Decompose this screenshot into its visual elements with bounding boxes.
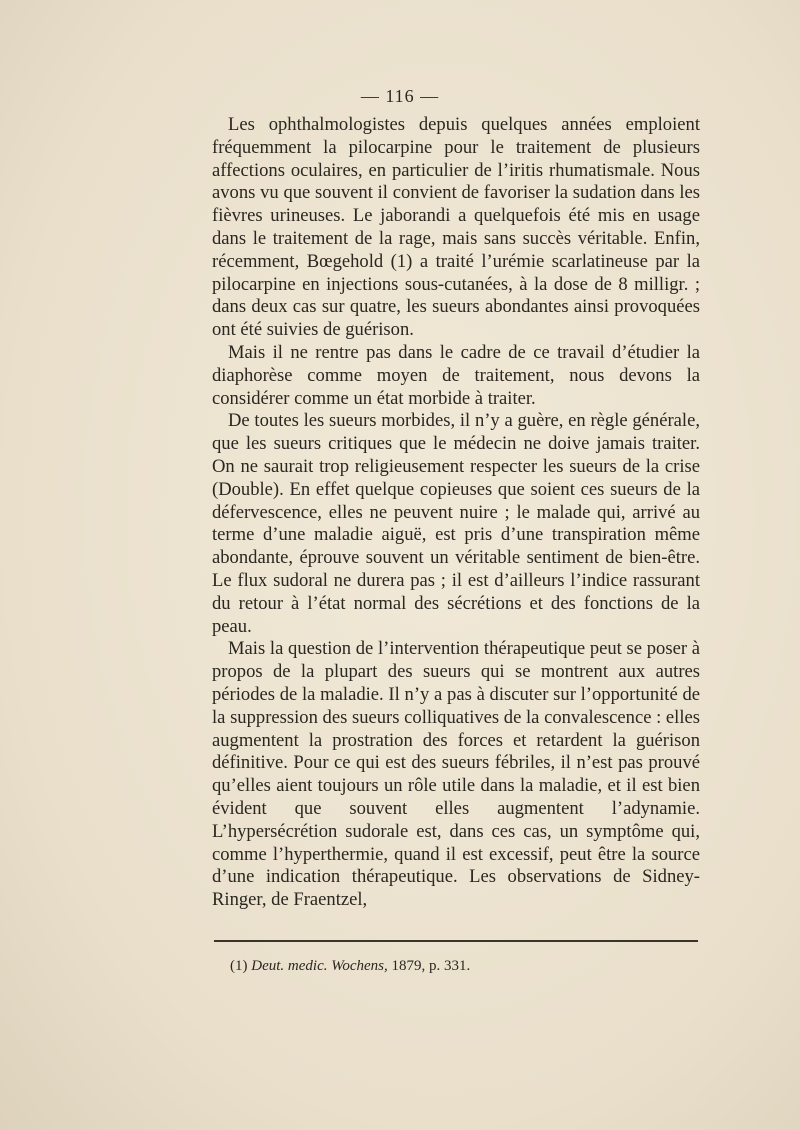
- body-text: [212, 114, 700, 912]
- footnote-marker: (1): [230, 958, 248, 974]
- footnote: [230, 958, 470, 975]
- paragraph-3: De toutes les sueurs morbides, il n’y a guère, en règle générale, que les sueurs critiques que le médecin ne doive jamais traiter. On ne saurait trop religieusement respecter les sueurs de la crise (Double). En effet quelque copieuses que soient ces sueurs de la défervescence, elles ne peuvent nuire ; le malade qui, arrivé au terme d’une maladie aiguë, est pris d’une transpiration même abondante, éprouve souvent un véritable sentiment de bien-être. Le flux sudoral ne durera pas ; il est d’ailleurs l’indice rassurant du retour à l’état normal des sécrétions et des fonctions de la peau.: [212, 410, 700, 637]
- footnote-details: 1879, p. 331.: [391, 958, 471, 974]
- page-number: — 116 —: [360, 86, 440, 106]
- paragraph-1: Les ophthalmologistes depuis quelques années emploient fréquemment la pilocarpine pour le traitement de plusieurs affections oculaires, en particulier de l’iritis rhumatismale. Nous avons vu que souvent il convient de favoriser la sudation dans les fièvres urineuses. Le jaborandi a quelquefois été mis en usage dans le traitement de la rage, mais sans succès véritable. Enfin, récemment, Bœgehold (1) a traité l’urémie scarlatineuse par la pilocarpine en injections sous-cutanées, à la dose de 8 milligr. ; dans deux cas sur quatre, les sueurs abondantes ainsi provoquées ont été suivies de guérison.: [212, 114, 700, 341]
- paragraph-2: Mais il ne rentre pas dans le cadre de ce travail d’étudier la diaphorèse comme moyen de traitement, nous devons la considérer comme un état morbide à traiter.: [212, 341, 700, 409]
- footnote-divider: [214, 940, 698, 942]
- footnote-source: Deut. medic. Wochens,: [251, 958, 388, 974]
- paragraph-4: Mais la question de l’intervention thérapeutique peut se poser à propos de la plupart des sueurs qui se montrent aux autres périodes de la maladie. Il n’y a pas à discuter sur l’opportunité de la suppression des sueurs colliquatives de la convalescence : elles augmentent la prostration des forces et retardent la guérison définitive. Pour ce qui est des sueurs fébriles, il n’est pas prouvé qu’elles aient toujours un rôle utile dans la maladie, et il est bien évident que souvent elles augmentent l’adynamie. L’hypersécrétion sudorale est, dans ces cas, un symptôme qui, comme l’hyperthermie, quand il est excessif, peut être la source d’une indication thérapeutique. Les observations de Sidney-Ringer, de Fraentzel,: [212, 638, 700, 911]
